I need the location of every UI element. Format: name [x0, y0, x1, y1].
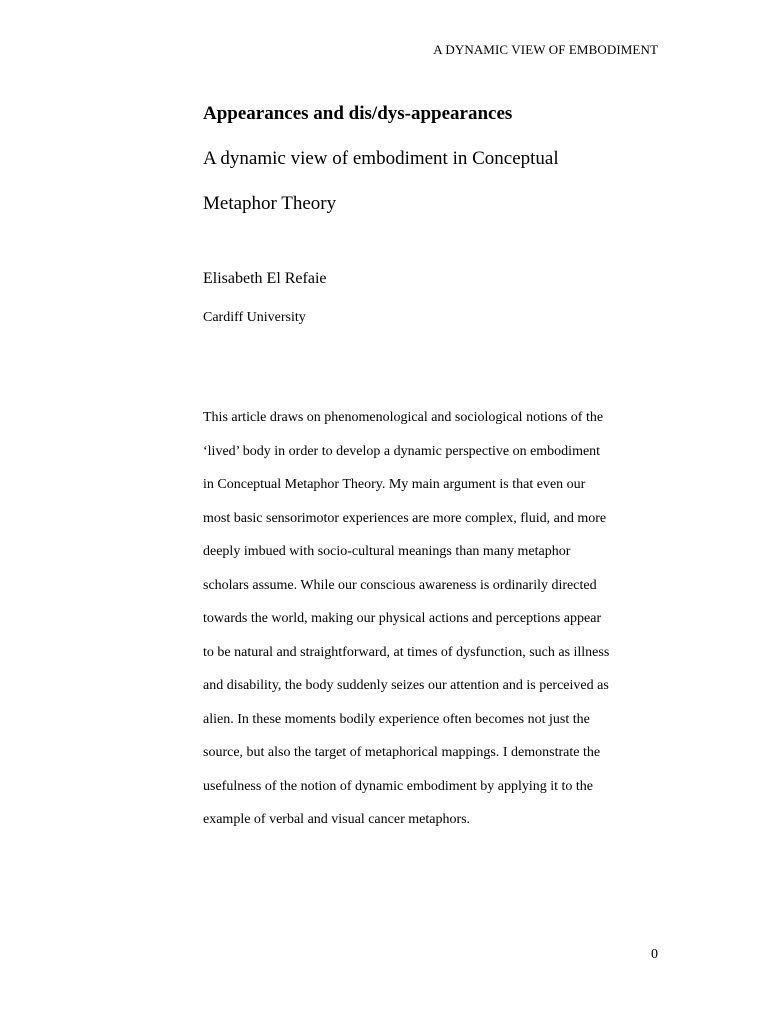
running-head: A DYNAMIC VIEW OF EMBODIMENT: [433, 42, 658, 57]
abstract-line: deeply imbued with socio-cultural meanings than many metaphor: [203, 544, 571, 559]
abstract-line: towards the world, making our physical actions and perceptions appear: [203, 611, 602, 626]
article-title: Appearances and dis/dys-appearances: [203, 103, 513, 124]
abstract-line: example of verbal and visual cancer metaphors.: [203, 812, 471, 827]
author-name: Elisabeth El Refaie: [203, 270, 327, 287]
article-subtitle-line-2: Metaphor Theory: [203, 193, 337, 214]
abstract-line: usefulness of the notion of dynamic embodiment by applying it to the: [203, 778, 593, 794]
abstract-line: ‘lived’ body in order to develop a dynamic perspective on embodiment: [203, 443, 601, 459]
abstract-line: in Conceptual Metaphor Theory. My main argument is that even our: [203, 477, 586, 492]
author-affiliation: Cardiff University: [203, 310, 306, 325]
abstract-line: source, but also the target of metaphorical mappings. I demonstrate the: [203, 745, 601, 760]
abstract-line: to be natural and straightforward, at times of dysfunction, such as illness: [203, 644, 610, 660]
abstract-line: most basic sensorimotor experiences are more complex, fluid, and more: [203, 510, 607, 526]
abstract-line: alien. In these moments bodily experience often becomes not just the: [203, 711, 590, 727]
page-number: 0: [651, 947, 658, 962]
abstract-line: This article draws on phenomenological and sociological notions of the: [203, 410, 604, 425]
abstract-line: and disability, the body suddenly seizes our attention and is perceived as: [203, 678, 609, 693]
abstract-line: scholars assume. While our conscious awareness is ordinarily directed: [203, 577, 597, 593]
article-subtitle-line-1: A dynamic view of embodiment in Conceptual: [203, 148, 559, 169]
abstract-text: [203, 410, 673, 846]
